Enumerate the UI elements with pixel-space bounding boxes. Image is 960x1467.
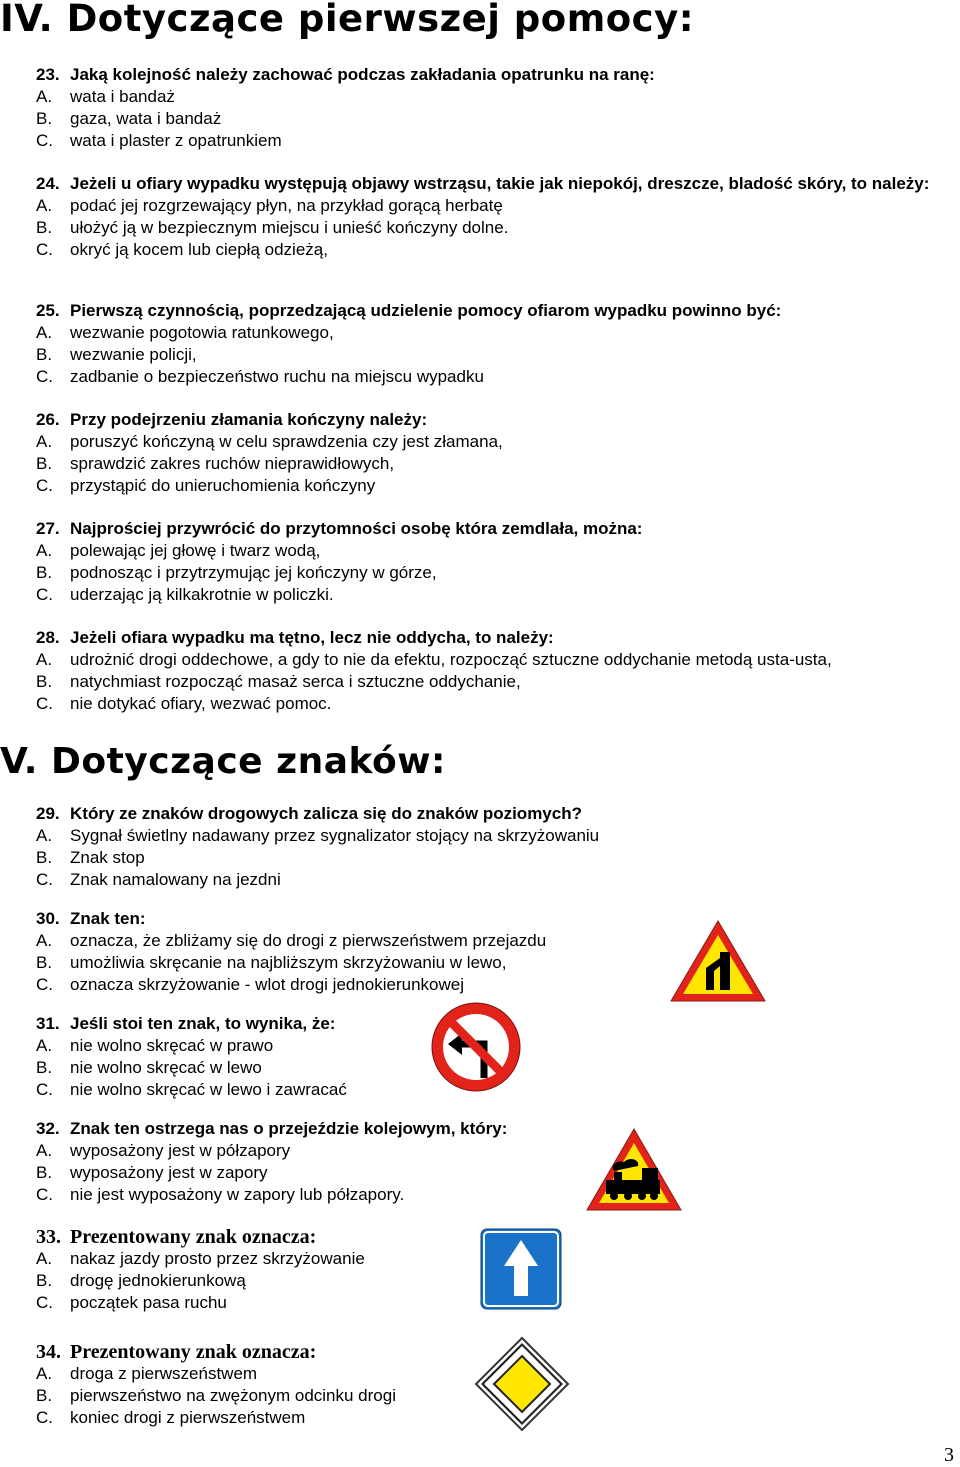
answer-option-a: A. wyposażony jest w półzapory <box>36 1141 291 1160</box>
answer-option-b: B. Znak stop <box>36 848 145 867</box>
answer-option-c: C. uderzając ją kilkakrotnie w policzki. <box>36 585 334 604</box>
answer-option-c: C. nie dotykać ofiary, wezwać pomoc. <box>36 694 332 713</box>
answer-option-b: B. podnosząc i przytrzymując jej kończyny w górze, <box>36 563 437 582</box>
answer-option-b: B. ułożyć ją w bezpiecznym miejscu i unieść kończyny dolne. <box>36 218 509 237</box>
answer-option-b: B. gaza, wata i bandaż <box>36 109 222 128</box>
question-30 <box>36 908 546 996</box>
answer-option-a: A. podać jej rozgrzewający płyn, na przykład gorącą herbatę <box>36 196 503 215</box>
priority-road-sign-icon <box>474 1336 570 1432</box>
question-text: 24. Jeżeli u ofiary wypadku występują objawy wstrząsu, takie jak niepokój, dreszcze, bladość skóry, to należy: <box>36 174 930 193</box>
question-34 <box>36 1341 396 1429</box>
question-text: 26. Przy podejrzeniu złamania kończyny należy: <box>36 410 428 429</box>
answer-option-b: B. umożliwia skręcanie na najbliższym skrzyżowaniu w lewo, <box>36 953 507 972</box>
answer-option-b: B. natychmiast rozpocząć masaż serca i sztuczne oddychanie, <box>36 672 521 691</box>
answer-option-a: A. nakaz jazdy prosto przez skrzyżowanie <box>36 1249 365 1268</box>
answer-option-c: C. zadbanie o bezpieczeństwo ruchu na miejscu wypadku <box>36 367 484 386</box>
answer-option-a: A. Sygnał świetlny nadawany przez sygnalizator stojący na skrzyżowaniu <box>36 826 600 845</box>
answer-option-b: B. pierwszeństwo na zwężonym odcinku drogi <box>36 1386 396 1405</box>
answer-option-c: C. oznacza skrzyżowanie - wlot drogi jednokierunkowej <box>36 975 465 994</box>
answer-option-a: A. droga z pierwszeństwem <box>36 1364 258 1383</box>
question-32 <box>36 1118 507 1206</box>
section-heading-v <box>0 740 446 784</box>
section-number: IV. <box>0 0 54 40</box>
answer-option-b: B. sprawdzić zakres ruchów nieprawidłowych, <box>36 454 395 473</box>
question-24 <box>36 173 946 261</box>
answer-option-a: A. poruszyć kończyną w celu sprawdzenia czy jest złamana, <box>36 432 503 451</box>
section-heading-iv <box>0 0 694 40</box>
answer-option-c: C. nie jest wyposażony w zapory lub półzapory. <box>36 1185 405 1204</box>
warning-sign-merge-icon <box>668 918 768 1004</box>
question-23 <box>36 64 655 152</box>
answer-option-a: A. oznacza, że zbliżamy się do drogi z pierwszeństwem przejazdu <box>36 931 547 950</box>
question-33 <box>36 1226 365 1314</box>
answer-option-a: A. wezwanie pogotowia ratunkowego, <box>36 323 334 342</box>
question-26 <box>36 409 503 497</box>
answer-option-c: C. Znak namalowany na jezdni <box>36 870 281 889</box>
section-title: Dotyczące znaków: <box>50 741 446 782</box>
answer-option-b: B. wyposażony jest w zapory <box>36 1163 268 1182</box>
answer-option-c: C. koniec drogi z pierwszeństwem <box>36 1408 306 1427</box>
answer-option-b: B. drogę jednokierunkową <box>36 1271 246 1290</box>
answer-option-c: C. wata i plaster z opatrunkiem <box>36 131 282 150</box>
question-text: 32. Znak ten ostrzega nas o przejeździe kolejowym, który: <box>36 1119 508 1138</box>
question-31 <box>36 1013 347 1101</box>
section-title: Dotyczące pierwszej pomocy: <box>66 0 695 40</box>
prohibition-sign-no-left-turn-icon <box>428 1000 524 1094</box>
answer-option-c: C. początek pasa ruchu <box>36 1293 227 1312</box>
page-number: 3 <box>944 1444 954 1466</box>
question-text: 25. Pierwszą czynnością, poprzedzającą udzielenie pomocy ofiarom wypadku powinno być: <box>36 301 782 320</box>
answer-option-a: A. udrożnić drogi oddechowe, a gdy to nie da efektu, rozpocząć sztuczne oddychanie metodą usta-usta, <box>36 650 832 669</box>
question-text: 23. Jaką kolejność należy zachować podczas zakładania opatrunku na ranę: <box>36 65 655 84</box>
answer-option-c: C. przystąpić do unieruchomienia kończyny <box>36 476 376 495</box>
answer-option-c: C. okryć ją kocem lub ciepłą odzieżą, <box>36 240 328 259</box>
question-25 <box>36 300 781 388</box>
question-text: 30. Znak ten: <box>36 909 146 928</box>
answer-option-c: C. nie wolno skręcać w lewo i zawracać <box>36 1080 347 1099</box>
information-sign-one-way-icon <box>480 1228 562 1310</box>
question-29 <box>36 803 599 891</box>
question-text: 31. Jeśli stoi ten znak, to wynika, że: <box>36 1014 336 1033</box>
question-27 <box>36 518 642 606</box>
answer-option-b: B. nie wolno skręcać w lewo <box>36 1058 262 1077</box>
question-text: 29. Który ze znaków drogowych zalicza się do znaków poziomych? <box>36 804 582 823</box>
answer-option-a: A. wata i bandaż <box>36 87 175 106</box>
answer-option-a: A. polewając jej głowę i twarz wodą, <box>36 541 321 560</box>
question-text: 28. Jeżeli ofiara wypadku ma tętno, lecz nie oddycha, to należy: <box>36 628 554 647</box>
answer-option-a: A. nie wolno skręcać w prawo <box>36 1036 274 1055</box>
question-text: 33. Prezentowany znak oznacza: <box>36 1226 317 1248</box>
answer-option-b: B. wezwanie policji, <box>36 345 197 364</box>
question-text: 34. Prezentowany znak oznacza: <box>36 1341 317 1363</box>
warning-sign-train-icon <box>584 1126 684 1214</box>
question-text: 27. Najprościej przywrócić do przytomności osobę która zemdlała, można: <box>36 519 643 538</box>
question-28 <box>36 627 832 715</box>
section-number: V. <box>0 741 38 782</box>
